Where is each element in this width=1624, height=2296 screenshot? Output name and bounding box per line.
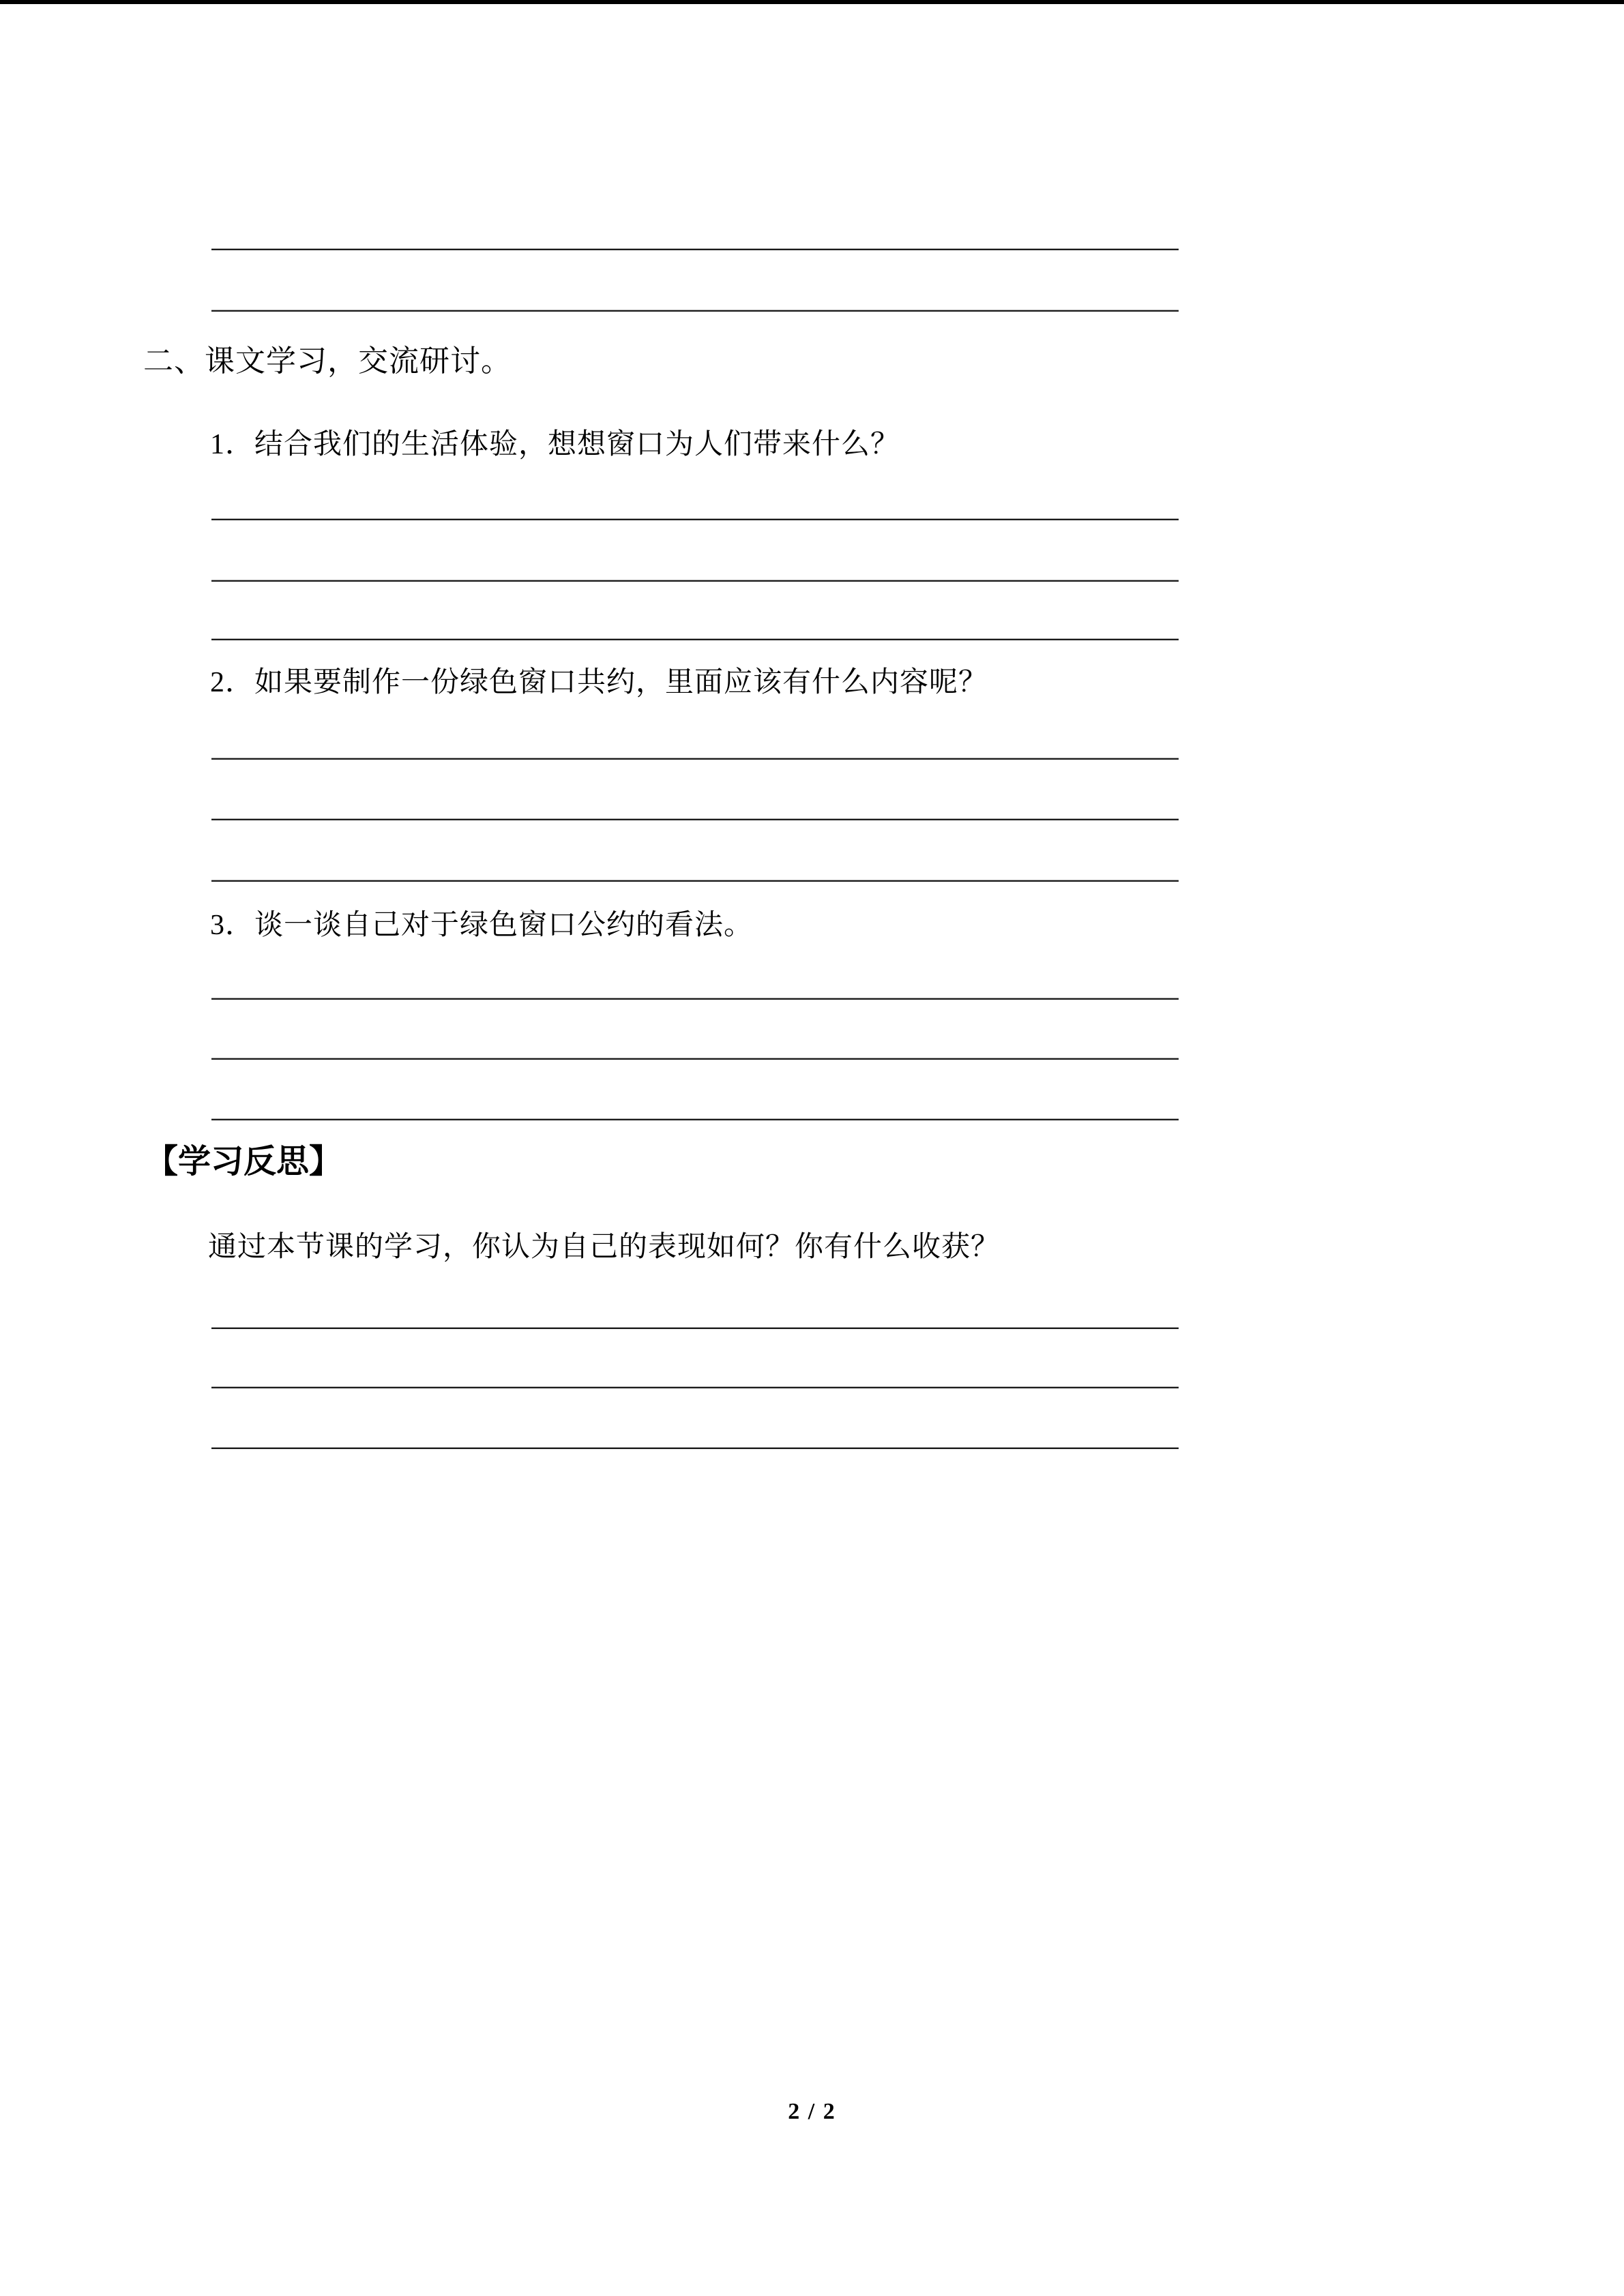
answer-line xyxy=(211,818,1179,820)
reflection-prompt: 通过本节课的学习，你认为自己的表现如何？你有什么收获？ xyxy=(208,1232,1001,1263)
answer-line xyxy=(211,1327,1179,1329)
answer-line xyxy=(211,1447,1179,1449)
answer-line xyxy=(211,1118,1179,1120)
page-number: 2 / 2 xyxy=(788,2099,836,2124)
answer-line xyxy=(211,580,1179,582)
answer-line xyxy=(211,248,1179,250)
question-3: 3．谈一谈自己对于绿色窗口公约的看法。 xyxy=(210,910,754,941)
answer-line xyxy=(211,310,1179,312)
page-top-border xyxy=(0,0,1624,4)
question-1: 1．结合我们的生活体验，想想窗口为人们带来什么？ xyxy=(210,429,900,460)
answer-line xyxy=(211,758,1179,760)
answer-line xyxy=(211,1386,1179,1388)
answer-line xyxy=(211,998,1179,1000)
section-heading-study: 二、课文学习，交流研讨。 xyxy=(143,344,512,378)
answer-line xyxy=(211,518,1179,520)
answer-line xyxy=(211,1058,1179,1060)
question-2: 2．如果要制作一份绿色窗口共约，里面应该有什么内容呢？ xyxy=(210,667,988,698)
answer-line xyxy=(211,880,1179,882)
section-heading-reflection: 【学习反思】 xyxy=(145,1144,342,1180)
answer-line xyxy=(211,638,1179,640)
